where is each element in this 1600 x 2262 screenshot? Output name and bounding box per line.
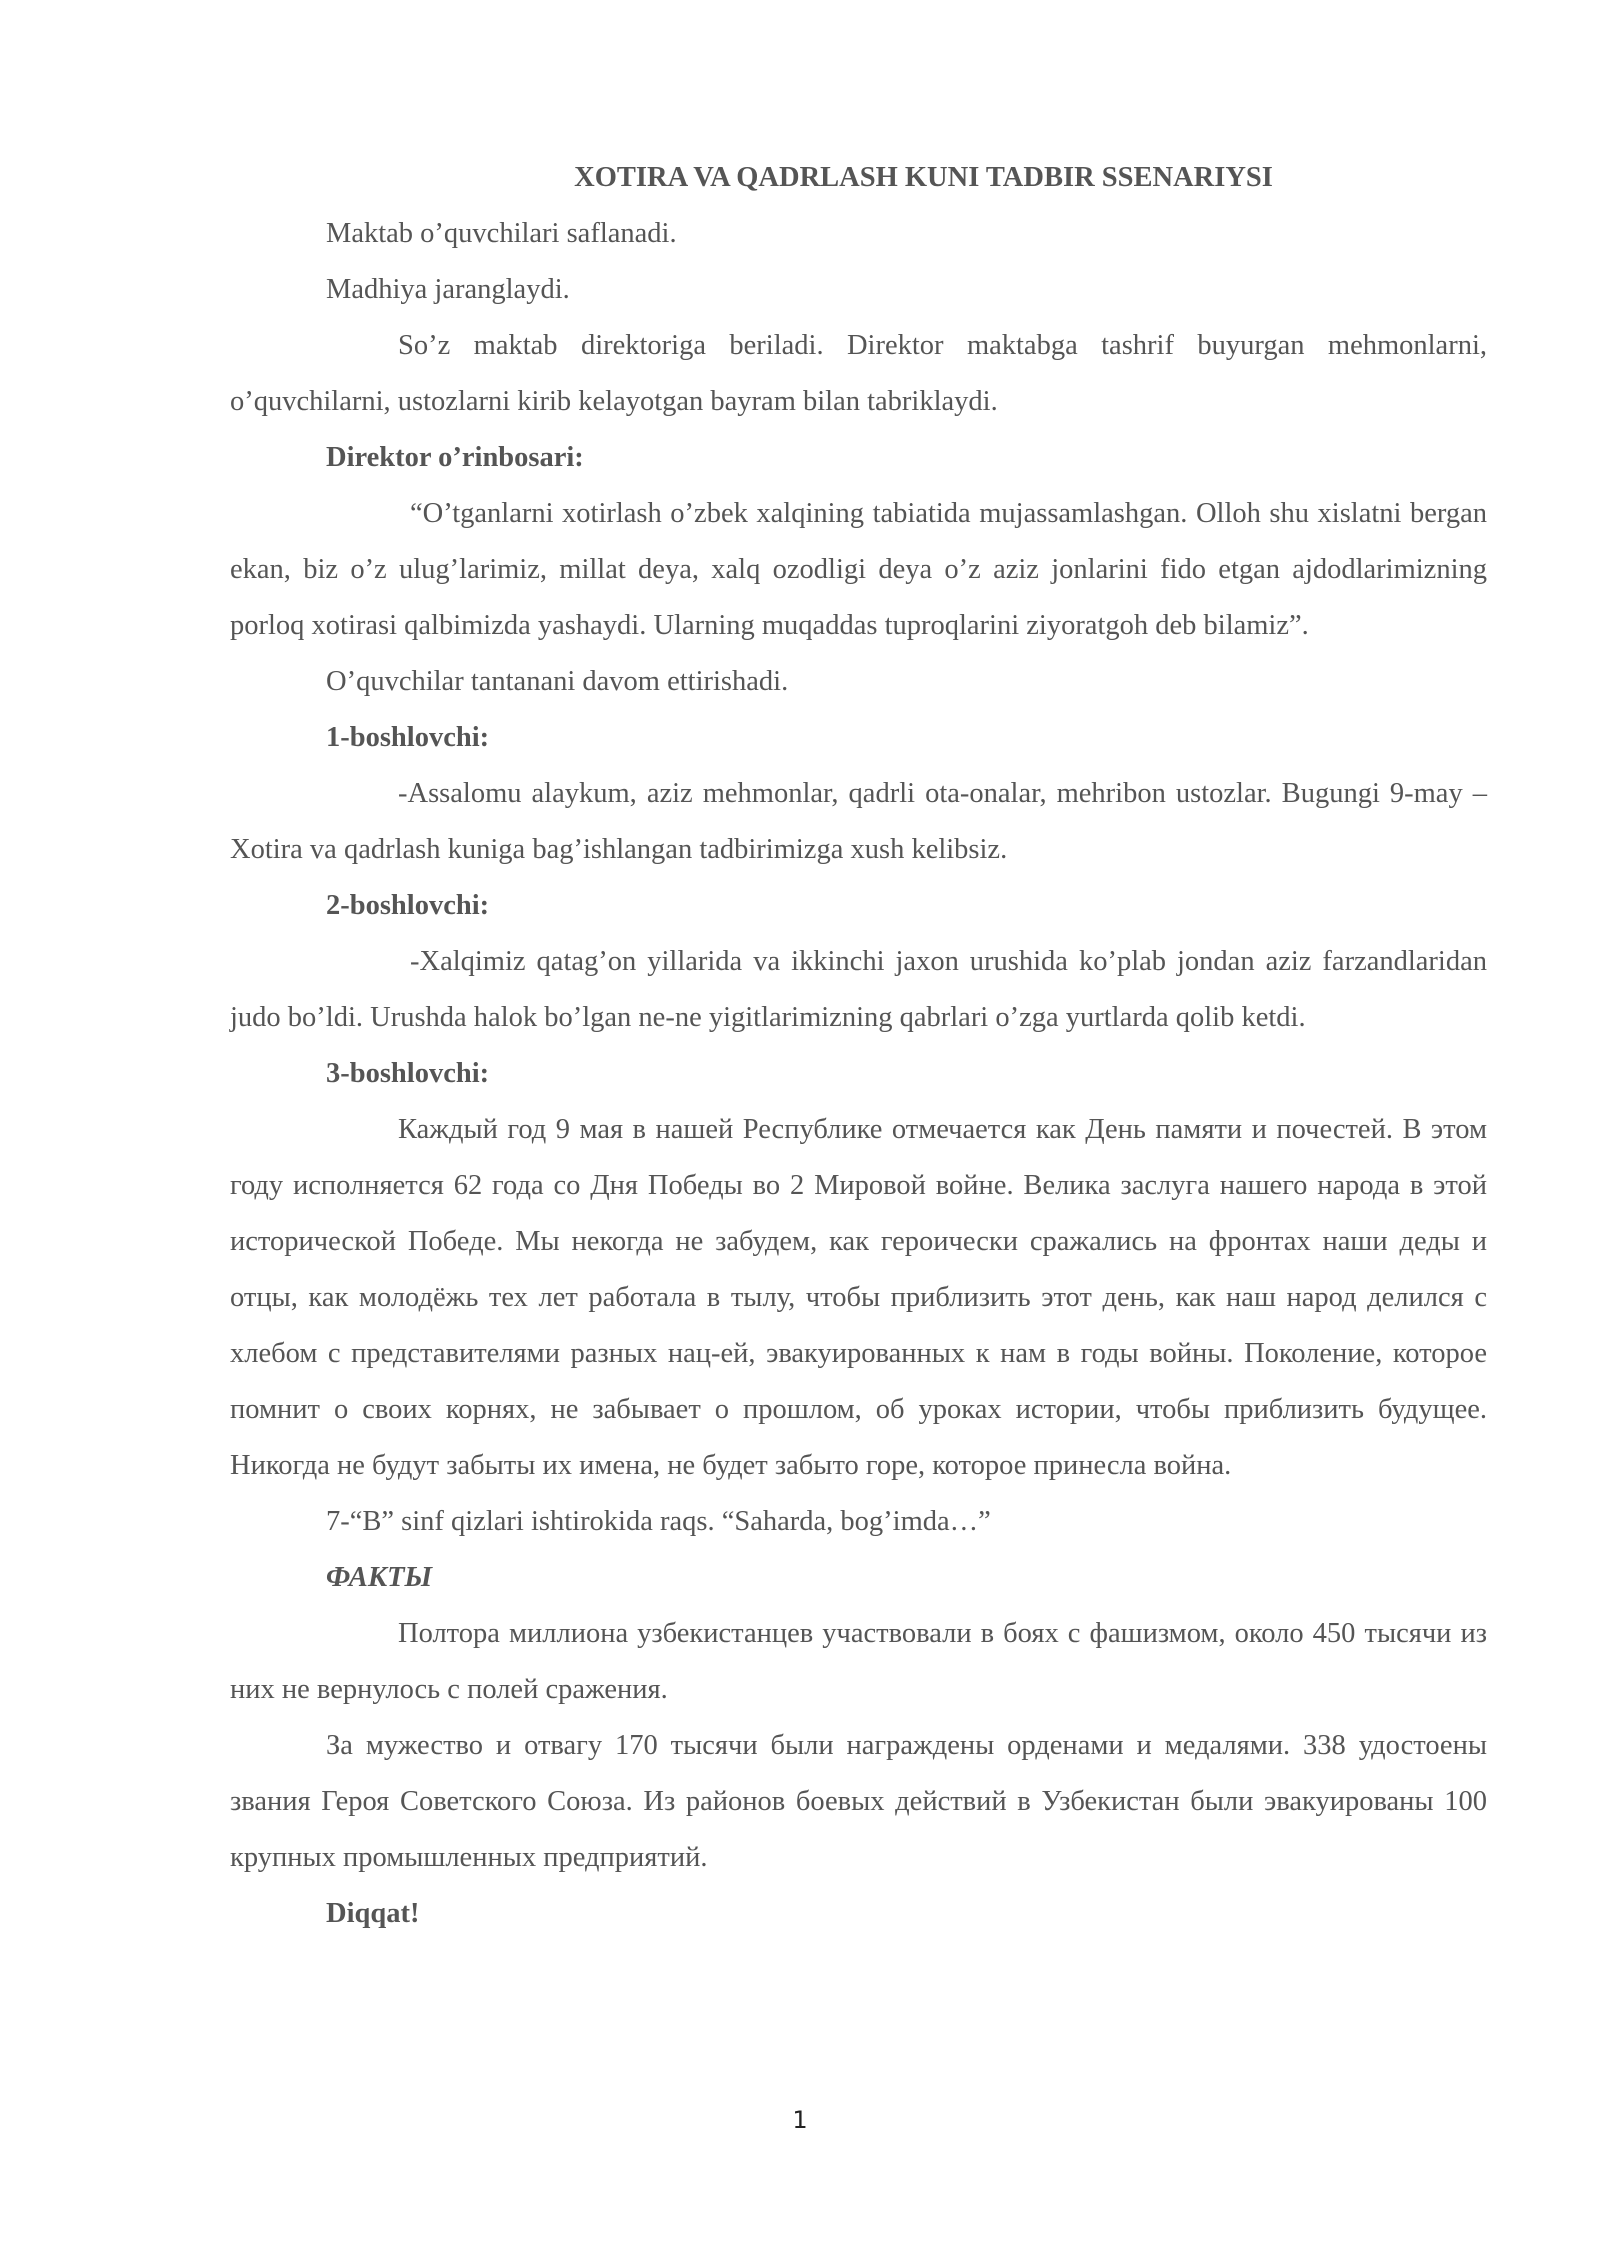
speaker-heading: Direktor o’rinbosari:	[326, 442, 584, 473]
paragraph: “O’tganlarni xotirlash o’zbek xalqining tabiatida mujassamlashgan. Olloh shu xislatni bergan ekan, biz o’z ulug’larimiz, millat deya, xalq ozodligi deya o’z aziz jonlarini fido etgan ajdodlarimizning porloq xotirasi qalbimizda yashaydi. Ularning muqaddas tuproqlarini ziyoratgoh deb bilamiz”.	[230, 498, 1487, 641]
page-number: 1	[792, 2106, 808, 2134]
paragraph: За мужество и отвагу 170 тысячи были награждены орденами и медалями. 338 удостоены звания Героя Советского Союза. Из районов боевых действий в Узбекистан были эвакуированы 100 крупных промышленных предприятий.	[230, 1730, 1487, 1873]
document-title: XOTIRA VA QADRLASH KUNI TADBIR SSENARIYSI	[574, 162, 1273, 193]
paragraph: Madhiya jaranglaydi.	[326, 274, 570, 305]
paragraph: -Xalqimiz qatag’on yillarida va ikkinchi jaxon urushida ko’plab jondan aziz farzandlaridan judo bo’ldi. Urushda halok bo’lgan ne-ne yigitlarimizning qabrlari o’zga yurtlarda qolib ketdi.	[230, 946, 1487, 1033]
section-heading: ФАКТЫ	[326, 1562, 433, 1593]
document-body	[230, 150, 1487, 1942]
section-heading: Diqqat!	[326, 1898, 420, 1929]
paragraph: -Assalomu alaykum, aziz mehmonlar, qadrli ota-onalar, mehribon ustozlar. Bugungi 9-may – Xotira va qadrlash kuniga bag’ishlangan tadbirimizga xush kelibsiz.	[230, 778, 1487, 865]
speaker-heading: 3-boshlovchi:	[326, 1058, 490, 1089]
paragraph: Полтора миллиона узбекистанцев участвовали в боях с фашизмом, около 450 тысячи из них не вернулось с полей сражения.	[230, 1618, 1487, 1705]
paragraph: O’quvchilar tantanani davom ettirishadi.	[326, 666, 789, 697]
paragraph: Maktab o’quvchilari saflanadi.	[326, 218, 677, 249]
speaker-heading: 1-boshlovchi:	[326, 722, 490, 753]
paragraph: 7-“B” sinf qizlari ishtirokida raqs. “Saharda, bog’imda…”	[326, 1506, 991, 1537]
paragraph: So’z maktab direktoriga beriladi. Direktor maktabga tashrif buyurgan mehmonlarni, o’quvchilarni, ustozlarni kirib kelayotgan bayram bilan tabriklaydi.	[230, 330, 1487, 417]
speaker-heading: 2-boshlovchi:	[326, 890, 490, 921]
paragraph: Каждый год 9 мая в нашей Республике отмечается как День памяти и почестей. В этом году исполняется 62 года со Дня Победы во 2 Мировой войне. Велика заслуга нашего народа в этой исторической Победе. Мы некогда не забудем, как героически сражались на фронтах наши деды и отцы, как молодёжь тех лет работала в тылу, чтобы приблизить этот день, как наш народ делился с хлебом с представителями разных нац-ей, эвакуированных к нам в годы войны. Поколение, которое помнит о своих корнях, не забывает о прошлом, об уроках истории, чтобы приблизить будущее. Никогда не будут забыты их имена, не будет забыто горе, которое принесла война.	[230, 1114, 1487, 1481]
